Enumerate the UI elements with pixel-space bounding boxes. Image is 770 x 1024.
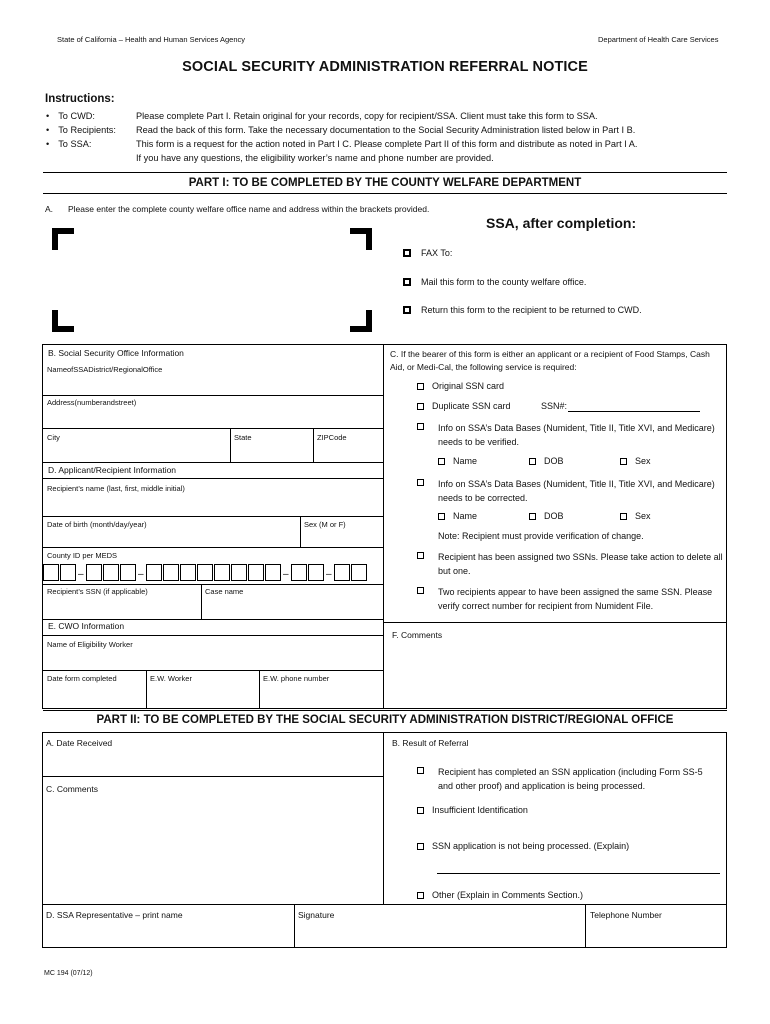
department-header: Department of Health Care Services (598, 35, 719, 44)
checkbox-two-ssns[interactable] (417, 552, 424, 559)
recipient-sex-label: Sex (M or F) (304, 520, 346, 529)
verification-note: Note: Recipient must provide verification of change. (438, 531, 644, 541)
date-completed-label: Date form completed (47, 674, 117, 683)
explain-line[interactable] (437, 873, 720, 874)
recipient-dob-label: Date of birth (month/day/year) (47, 520, 147, 529)
checkbox-not-processed[interactable] (417, 843, 424, 850)
form-number: MC 194 (07/12) (44, 970, 93, 977)
instructions-heading: Instructions: (45, 93, 115, 105)
section-a-label: A. (45, 204, 54, 214)
ssa-address-label: Address(numberandstreet) (47, 398, 137, 407)
ssa-office-name-label: NameofSSADistrict/RegionalOffice (47, 365, 163, 374)
bracket-top-left-icon (52, 228, 76, 252)
ssa-option-fax[interactable]: FAX To: (403, 248, 452, 258)
eligibility-worker-name-label: Name of Eligibility Worker (47, 640, 133, 649)
checkbox-original-ssn[interactable] (417, 383, 424, 390)
bracket-bottom-left-icon (52, 310, 76, 334)
ssn-number-line[interactable] (568, 411, 700, 412)
signature-label: Signature (298, 910, 335, 920)
part2-heading: PART II: TO BE COMPLETED BY THE SOCIAL SECURITY ADMINISTRATION DISTRICT/REGIONAL OFFICE (43, 710, 727, 732)
ssa-option-mail[interactable]: Mail this form to the county welfare office. (403, 277, 586, 287)
instruction-text-ssa: This form is a request for the action noted in Part I C. Please complete Part II of this form and distribute as noted in Part I A. (136, 139, 638, 149)
correct-dob-option[interactable]: DOB (529, 511, 564, 521)
section-d-heading: D. Applicant/Recipient Information (48, 465, 177, 475)
checkbox-insufficient-id[interactable] (417, 807, 424, 814)
ssa-zip-label: ZIPCode (317, 433, 347, 442)
ssa-after-completion-heading: SSA, after completion: (486, 215, 637, 231)
section-f-heading: F. Comments (392, 630, 443, 640)
part2-comments-label: C. Comments (46, 784, 98, 794)
ew-phone-label: E.W. phone number (263, 674, 330, 683)
section-a-text: Please enter the complete county welfare office name and address within the brackets provided. (68, 204, 430, 214)
verify-name-option[interactable]: Name (438, 456, 477, 466)
section-c-intro: C. If the bearer of this form is either an applicant or a recipient of Food Stamps, Cash Aid, or Medi-Cal, the following service is required: (390, 349, 710, 372)
option-other[interactable]: Other (Explain in Comments Section.) (417, 890, 583, 900)
verify-dob-option[interactable]: DOB (529, 456, 564, 466)
instruction-text-recipients: Read the back of this form. Take the necessary documentation to the Social Security Administration listed below in Part I B. (136, 125, 636, 135)
instruction-extra: If you have any questions, the eligibility worker’s name and phone number are provided. (136, 153, 494, 163)
result-of-referral-label: B. Result of Referral (392, 738, 469, 748)
checkbox-return[interactable] (403, 306, 411, 314)
option-insufficient-id[interactable]: Insufficient Identification (417, 805, 528, 815)
checkbox-verify-sex[interactable] (620, 458, 627, 465)
date-received-label: A. Date Received (46, 738, 113, 748)
county-id-label: County ID per MEDS (47, 551, 118, 560)
section-e-heading: E. CWO Information (48, 621, 125, 631)
part1-heading: PART I: TO BE COMPLETED BY THE COUNTY WELFARE DEPARTMENT (43, 172, 727, 194)
recipient-name-label: Recipient’s name (last, first, middle initial) (47, 484, 185, 493)
ssa-city-label: City (47, 433, 60, 442)
county-id-digit-boxes[interactable]: – – – – (43, 564, 383, 582)
checkbox-fax[interactable] (403, 249, 411, 257)
option-two-ssns: Recipient has been assigned two SSNs. Please take action to delete all but one. (438, 552, 723, 576)
checkbox-mail[interactable] (403, 278, 411, 286)
checkbox-correct-sex[interactable] (620, 513, 627, 520)
checkbox-verify-info[interactable] (417, 423, 424, 430)
ssa-representative-label: D. SSA Representative – print name (46, 910, 183, 920)
checkbox-same-ssn[interactable] (417, 587, 424, 594)
instruction-label-cwd: • To CWD: (46, 111, 95, 121)
correct-sex-option[interactable]: Sex (620, 511, 651, 521)
instruction-label-ssa: • To SSA: (46, 139, 91, 149)
checkbox-application-processed[interactable] (417, 767, 424, 774)
page-title: SOCIAL SECURITY ADMINISTRATION REFERRAL NOTICE (182, 59, 588, 75)
checkbox-correct-info[interactable] (417, 479, 424, 486)
instruction-text-cwd: Please complete Part I. Retain original for your records, copy for recipient/SSA. Client must take this form to SSA. (136, 111, 598, 121)
option-verify-info: Info on SSA’s Data Bases (Numident, Title II, Title XVI, and Medicare) needs to be verified. (438, 423, 715, 447)
bracket-top-right-icon (350, 228, 374, 252)
option-correct-info: Info on SSA’s Data Bases (Numident, Title II, Title XVI, and Medicare) needs to be corrected. (438, 479, 715, 503)
verify-sex-option[interactable]: Sex (620, 456, 651, 466)
ew-worker-label: E.W. Worker (150, 674, 192, 683)
bracket-bottom-right-icon (350, 310, 374, 334)
instruction-label-recipients: • To Recipients: (46, 125, 116, 135)
checkbox-verify-name[interactable] (438, 458, 445, 465)
ssa-option-return[interactable]: Return this form to the recipient to be returned to CWD. (403, 305, 642, 315)
section-b-heading: B. Social Security Office Information (48, 348, 184, 358)
checkbox-verify-dob[interactable] (529, 458, 536, 465)
checkbox-duplicate-ssn[interactable] (417, 403, 424, 410)
checkbox-correct-dob[interactable] (529, 513, 536, 520)
ssa-state-label: State (234, 433, 252, 442)
telephone-number-label: Telephone Number (590, 910, 662, 920)
checkbox-other[interactable] (417, 892, 424, 899)
option-original-ssn[interactable]: Original SSN card (417, 381, 504, 391)
case-name-label: Case name (205, 587, 244, 596)
option-duplicate-ssn[interactable]: Duplicate SSN card (417, 401, 511, 411)
ssn-number-label: SSN#: (541, 401, 568, 411)
recipient-ssn-label: Recipient’s SSN (if applicable) (47, 587, 148, 596)
option-application-processed: Recipient has completed an SSN application (including Form SS-5 and other proof) and application is being processed. (438, 767, 703, 791)
option-same-ssn: Two recipients appear to have been assigned the same SSN. Please verify correct number for recipient from Numident File. (438, 587, 713, 611)
agency-header: State of California – Health and Human Services Agency (57, 35, 246, 44)
option-not-processed[interactable]: SSN application is not being processed. (Explain) (417, 841, 629, 851)
checkbox-correct-name[interactable] (438, 513, 445, 520)
correct-name-option[interactable]: Name (438, 511, 477, 521)
